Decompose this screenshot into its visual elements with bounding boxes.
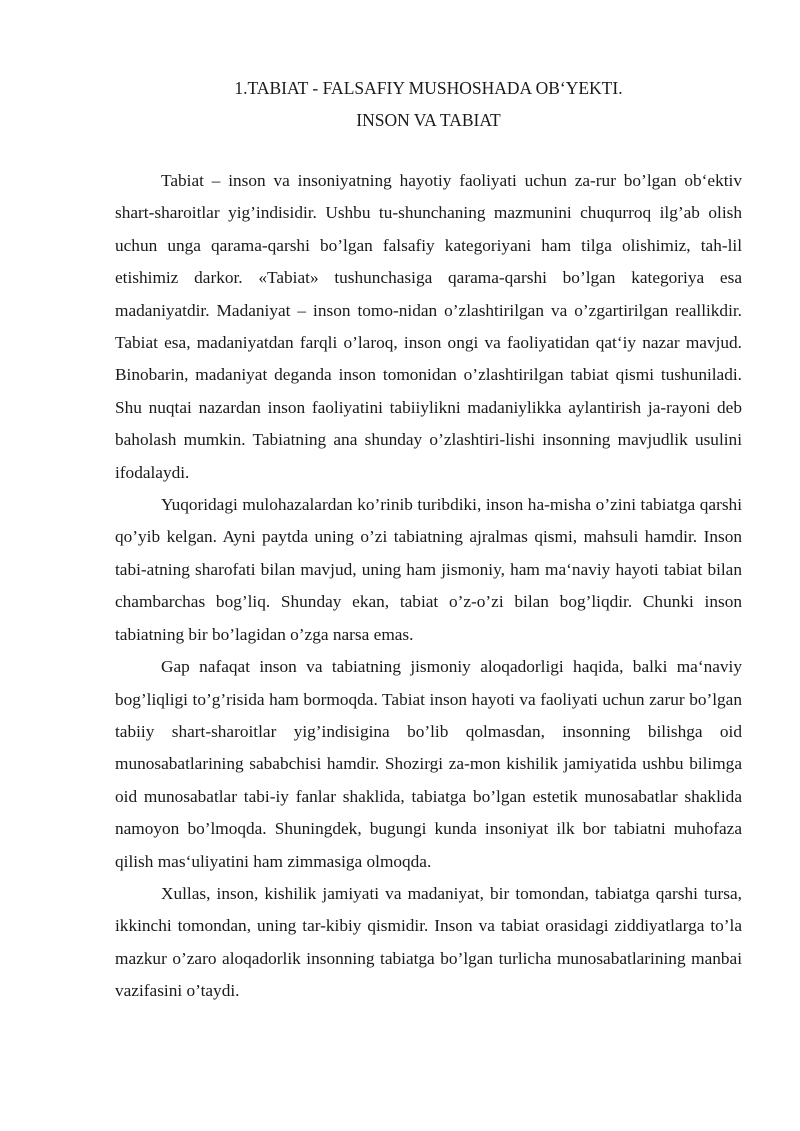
- paragraph-4: Xullas, inson, kishilik jamiyati va madaniyat, bir tomondan, tabiatga qarshi tursa, ikkinchi tomondan, uning tar-kibiy qismidir. Inson va tabiat orasidagi ziddiyatlarga to’la mazkur o’zaro aloqadorlik insonning tabiatga bo’lgan turlicha munosabatlarining manbai vazifasini o’taydi.: [115, 883, 742, 1001]
- title-spacer: [115, 136, 742, 165]
- document-title-line-2: INSON VA TABIAT: [356, 110, 501, 130]
- document-page: [115, 72, 742, 1008]
- document-title-line-1: 1.TABIAT - FALSAFIY MUSHOSHADA OB‘YEKTI.: [234, 78, 623, 98]
- paragraph-1: Tabiat – inson va insoniyatning hayotiy faoliyati uchun za-rur bo’lgan ob‘ektiv shart-sharoitlar yig’indisidir. Ushbu tu-shunchaning mazmunini chuqurroq ilg’ab olish uchun unga qarama-qarshi bo’lgan falsafiy kategoriyani ham tilga olishimiz, tah-lil etishimiz darkor. «Tabiat» tushunchasiga qarama-qarshi bo’lgan kategoriya esa madaniyatdir. Madaniyat – inson tomo-nidan o’zlashtirilgan va o’zgartirilgan reallikdir. Tabiat esa, madaniyatdan farqli o’laroq, inson ongi va faoliyatidan qat‘iy nazar mavjud. Binobarin, madaniyat deganda inson tomonidan o’zlashtirilgan tabiat qismi tushuniladi. Shu nuqtai nazardan inson faoliyatini tabiiylikni madaniylikka aylantirish ja-rayoni deb baholash mumkin. Tabiatning ana shunday o’zlashtiri-lishi insonning mavjudlik usulini ifodalaydi.: [115, 171, 742, 482]
- paragraph-3: Gap nafaqat inson va tabiatning jismoniy aloqadorligi haqida, balki ma‘naviy bog’liqligi to’g’risida ham bormoqda. Tabiat inson hayoti va faoliyati uchun zarur bo’lgan tabiiy shart-sharoitlar yig’indisigina bo’lib qolmasdan, insonning bilishga oid munosabatlarining sababchisi hamdir. Shozirgi za-mon kishilik jamiyatida ushbu bilimga oid munosabatlar tabi-iy fanlar shaklida, tabiatga bo’lgan estetik munosabatlar shaklida namoyon bo’lmoqda. Shuningdek, bugungi kunda insoniyat ilk bor tabiatni muhofaza qilish mas‘uliyatini ham zimmasiga olmoqda.: [115, 657, 742, 871]
- paragraph-2: Yuqoridagi mulohazalardan ko’rinib turibdiki, inson ha-misha o’zini tabiatga qarshi qo’yib kelgan. Ayni paytda uning o’zi tabiatning ajralmas qismi, mahsuli hamdir. Inson tabi-atning sharofati bilan mavjud, uning ham jismoniy, ham ma‘naviy hayoti tabiat bilan chambarchas bog’liq. Shunday ekan, tabiat o’z-o’zi bilan bog’liqdir. Chunki inson tabiatning bir bo’lagidan o’zga narsa emas.: [115, 495, 742, 644]
